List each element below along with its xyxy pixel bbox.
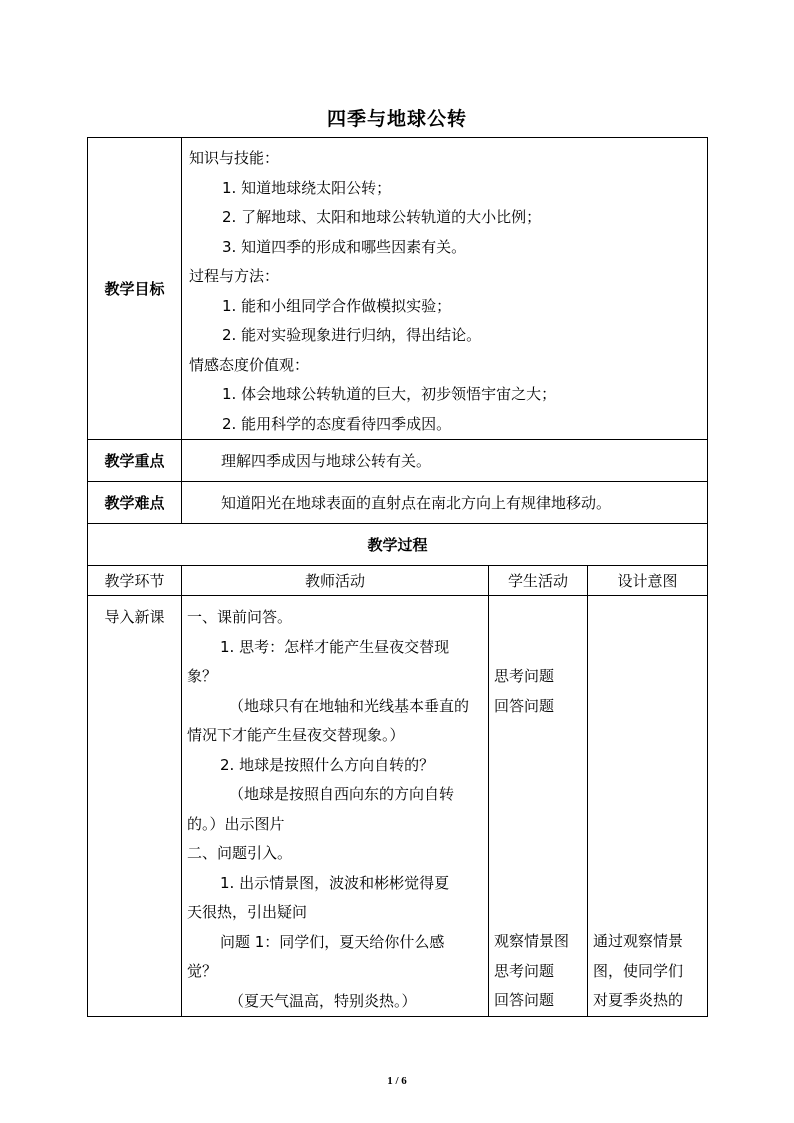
process-content-row: [88, 596, 708, 1017]
process-item: 2. 能对实验现象进行归纳，得出结论。: [222, 326, 482, 344]
knowledge-item: 1. 知道地球绕太阳公转；: [222, 178, 392, 197]
teacher-line: （地球是按照自西向东的方向自转: [229, 785, 455, 803]
teacher-line: 1. 思考：怎样才能产生昼夜交替现: [220, 637, 450, 656]
column-header: 教师活动: [182, 566, 489, 596]
lesson-plan-table: [87, 137, 708, 1017]
teacher-line: 二、问题引入。: [187, 844, 293, 862]
knowledge-item: 3. 知道四季的形成和哪些因素有关。: [222, 237, 467, 256]
process-section-title: 教学过程: [88, 524, 708, 566]
teacher-line: （地球只有在地轴和光线基本垂直的: [229, 696, 470, 715]
stage-cell: [88, 596, 182, 1017]
student-line: 回答问题: [494, 991, 555, 1009]
knowledge-heading: 知识与技能：: [189, 149, 280, 167]
emotion-heading: 情感态度价值观：: [189, 355, 310, 374]
emotion-item: 1. 体会地球公转轨道的巨大，初步领悟宇宙之大；: [222, 385, 557, 403]
teacher-line: 觉？: [187, 962, 218, 980]
student-line: 回答问题: [494, 696, 555, 715]
student-line: 思考问题: [494, 667, 555, 685]
emotion-item: 2. 能用科学的态度看待四季成因。: [222, 414, 452, 433]
teacher-activity-cell: [182, 596, 489, 1017]
column-header-row: [88, 566, 708, 596]
teacher-line: 天很热，引出疑问: [187, 903, 308, 921]
intent-line: 图，使同学们: [593, 961, 684, 980]
student-activity-cell: [489, 596, 588, 1017]
process-item: 1. 能和小组同学合作做模拟实验；: [222, 296, 452, 315]
key-point-row: [88, 440, 708, 482]
objectives-row: [88, 138, 708, 440]
page-title: 四季与地球公转: [326, 108, 467, 130]
student-line: 观察情景图: [494, 932, 570, 950]
teacher-line: 问题 1：同学们，夏天给你什么感: [220, 932, 445, 951]
teacher-line: （夏天气温高，特别炎热。）: [229, 991, 417, 1010]
stage-label: 导入新课: [104, 608, 165, 626]
design-intent-cell: [588, 596, 708, 1017]
student-line: 思考问题: [494, 961, 555, 980]
difficulty-text: 知道阳光在地球表面的直射点在南北方向上有规律地移动。: [182, 482, 708, 524]
difficulty-row: [88, 482, 708, 524]
page-number: 1 / 6: [387, 1075, 407, 1087]
knowledge-item: 2. 了解地球、太阳和地球公转轨道的大小比例；: [222, 208, 542, 226]
teacher-line: 的。）出示图片: [187, 814, 285, 833]
key-point-text: 理解四季成因与地球公转有关。: [182, 440, 708, 482]
objectives-label: 教学目标: [88, 138, 182, 440]
column-header: 教学环节: [88, 566, 182, 596]
column-header: 设计意图: [588, 566, 708, 596]
teacher-line: 1. 出示情景图，波波和彬彬觉得夏: [220, 873, 450, 892]
difficulty-label: 教学难点: [88, 482, 182, 524]
intent-line: 对夏季炎热的: [593, 991, 684, 1009]
objectives-content: [182, 138, 708, 440]
teacher-line: 情况下才能产生昼夜交替现象。）: [187, 726, 405, 744]
teacher-line: 一、课前问答。: [187, 608, 293, 626]
column-header: 学生活动: [489, 566, 588, 596]
process-section-row: [88, 524, 708, 566]
teacher-line: 2. 地球是按照什么方向自转的？: [220, 755, 435, 774]
teacher-line: 象？: [187, 667, 218, 685]
process-heading: 过程与方法：: [189, 267, 280, 285]
intent-line: 通过观察情景: [593, 932, 684, 950]
key-point-label: 教学重点: [88, 440, 182, 482]
